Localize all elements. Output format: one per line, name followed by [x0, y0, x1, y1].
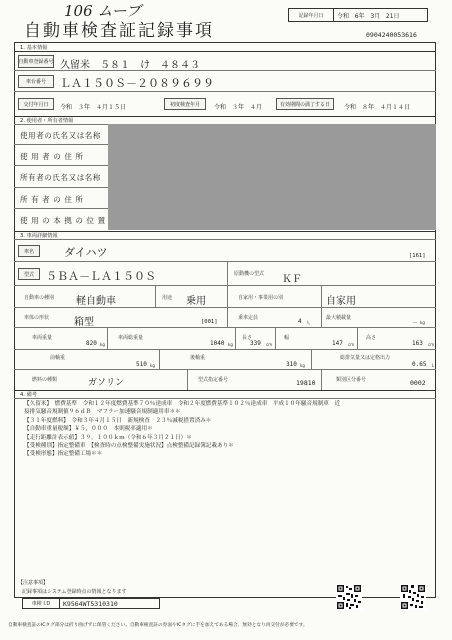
maker-label: 車名: [18, 245, 40, 257]
engine-value: ＫＦ: [282, 274, 302, 285]
gross-value: 1040: [210, 340, 225, 347]
page-title: 自動車検査証記録事項: [24, 21, 214, 41]
gross-label: 車両総重量: [118, 335, 144, 341]
use-value: 乗用: [186, 296, 206, 307]
kind-label: 自動車の種別: [24, 295, 55, 301]
maker-value: ダイハツ: [64, 246, 108, 259]
height-unit: cm: [428, 342, 435, 347]
length-value: 339: [250, 340, 261, 347]
record-date-box: [288, 8, 428, 22]
registration-row: [14, 52, 436, 71]
dates-row: [14, 92, 436, 116]
displacement-unit: L: [432, 363, 435, 368]
gross-unit: kg: [228, 342, 233, 347]
user-owner-label: 使用者の氏名又は名称: [20, 131, 101, 140]
record-date-label: 記録年月日: [289, 9, 334, 21]
inspection-id-box: [22, 598, 160, 609]
issue-date-value: 令和 ３年 ４月１５日: [60, 104, 127, 111]
maker-row: [14, 240, 436, 262]
remark-line: 【走行距離計表示値】３９，１００ｋｍ（令和６年３月２１日）＊: [24, 434, 192, 441]
category-label: 類別区分番号: [336, 377, 367, 383]
remark-line: 【自動車重量税額】￥５，０００ 本則税率適用＊: [24, 426, 153, 433]
front-axle-value: 510: [136, 361, 147, 368]
width-value: 147: [332, 340, 343, 347]
section-basic-title: 1. 基本情報: [20, 45, 48, 51]
first-reg-value: 令和 ３年 ４月: [214, 104, 263, 111]
qr-code-2-icon: [400, 584, 426, 610]
rear-axle-label: 後軸重: [190, 355, 206, 361]
qr-code-1-icon: [336, 584, 362, 610]
chassis-value: ＬＡ１５０Ｓ－２０８９６９９: [60, 77, 214, 90]
axle-row: [14, 350, 436, 370]
notice-title: 【注意事項】: [18, 580, 49, 586]
capacity-unit: 人: [306, 320, 310, 325]
fuel-row: [14, 370, 436, 390]
model-row: [14, 262, 436, 286]
record-date-value: 令和 6年 3月 21日: [337, 13, 400, 20]
redacted-personal-info: [108, 124, 436, 230]
length-unit: cm: [266, 342, 273, 347]
weights-row: [14, 328, 436, 350]
expiry-label: 有効期間の満了する日: [276, 98, 334, 110]
notice-line: 記録事項はシステム登録時点の情報となります: [22, 589, 127, 595]
body-row: [14, 308, 436, 328]
max-load-value: －: [412, 320, 419, 327]
capacity-value: 4: [298, 318, 302, 325]
private-value: 自家用: [326, 296, 356, 307]
front-axle-label: 前軸重: [50, 355, 66, 361]
inspection-id-label: 車検 I.D: [23, 599, 60, 608]
length-label: 長さ: [242, 335, 253, 341]
width-label: 幅: [284, 335, 290, 341]
registration-label: 自動車登録番号: [18, 55, 54, 68]
issue-date-label: 交付年月日: [18, 98, 54, 110]
displacement-label: 総排気量又は定格出力: [340, 355, 391, 361]
section-vehicle-title: 3. 車両詳細情報: [20, 233, 58, 239]
use-label: 用途: [162, 295, 173, 301]
remark-line: 【３１年度燃料】 令和３年４月１５日 新規検査 ２３％減税措置済み＊: [24, 417, 212, 424]
body-label: 車体の形状: [24, 315, 50, 321]
remark-line: 【受検形態】指定整備工場＊＊: [24, 451, 103, 458]
chassis-label: 車台番号: [18, 75, 54, 88]
model-label: 型式: [18, 268, 40, 280]
weight-unit: kg: [100, 342, 105, 347]
expiry-value: 令和 ８年 ４月１４日: [344, 104, 411, 111]
remarks-block: [24, 400, 432, 459]
user-owner-label: 所有者の氏名又は名称: [20, 173, 101, 183]
remark-line: 【受検種別】指定整備車 【検査時の点検整備実施状況】点検整備記録簿記載あり＊: [24, 443, 234, 450]
rear-axle-value: 310: [286, 361, 297, 368]
kind-row: [14, 286, 436, 308]
rear-axle-unit: kg: [300, 363, 305, 368]
user-owner-label: 使 用 の 本 拠 の 位 置: [20, 215, 106, 225]
max-load-unit: kg: [420, 320, 425, 325]
user-owner-label: 使 用 者 の 住 所: [20, 152, 84, 162]
maker-code: [161]: [409, 253, 426, 259]
weight-label: 車両重量: [32, 335, 53, 341]
remark-line: 【久留米】 燃費基準 令和１２年度燃費基準７０％達成車 令和２年度燃費基準１０２％達成車 平成１０年騒音規制車 近: [24, 401, 341, 407]
footer-notice: 自動車検査証のICタグ部分は折り曲げずに保管ください。自動車検査証の券面やICタグに手を加えてある場合、無効となり再交付が必要です。: [8, 623, 308, 628]
private-label: 自家用・事業用の別: [238, 295, 284, 301]
first-reg-label: 初度検査年月: [164, 98, 206, 110]
type-approval-value: 19810: [296, 379, 316, 387]
category-value: 0002: [410, 379, 426, 387]
type-approval-label: 型式指定番号: [198, 377, 229, 383]
inspection-id-value: K9564WT5310310: [63, 600, 118, 608]
body-code: [001]: [201, 319, 218, 325]
height-label: 高さ: [366, 335, 377, 341]
height-value: 163: [412, 340, 423, 347]
user-owner-label: 所 有 者 の 住 所: [20, 194, 84, 204]
section-remarks-title: 4. 備考: [20, 392, 37, 398]
displacement-value: 0.65: [412, 361, 427, 368]
model-value: ５ＢＡ－ＬＡ１５０Ｓ: [46, 270, 156, 283]
max-load-label: 最大積載量: [326, 315, 352, 321]
body-value: 箱型: [74, 317, 94, 328]
capacity-label: 乗車定員: [238, 315, 259, 321]
chassis-row: [14, 71, 436, 92]
document-number: 0904240053616: [366, 31, 417, 39]
registration-value: 久留米 ５８１ け ４８４３: [60, 60, 200, 71]
remark-line: 接排気騒音規制値９６ｄＢ マフラー加速騒音規制適用車＊＊: [24, 409, 181, 416]
width-unit: cm: [348, 342, 355, 347]
fuel-value: ガソリン: [88, 378, 125, 388]
weight-value: 820: [86, 340, 97, 347]
handwritten-note: 106 ムーブ: [64, 2, 141, 20]
kind-value: 軽自動車: [76, 296, 116, 307]
front-axle-unit: kg: [150, 363, 155, 368]
engine-label: 原動機の型式: [234, 271, 265, 277]
fuel-label: 燃料の種類: [32, 377, 58, 383]
section-user-owner-title: 2. 使用者・所有者情報: [20, 118, 74, 124]
